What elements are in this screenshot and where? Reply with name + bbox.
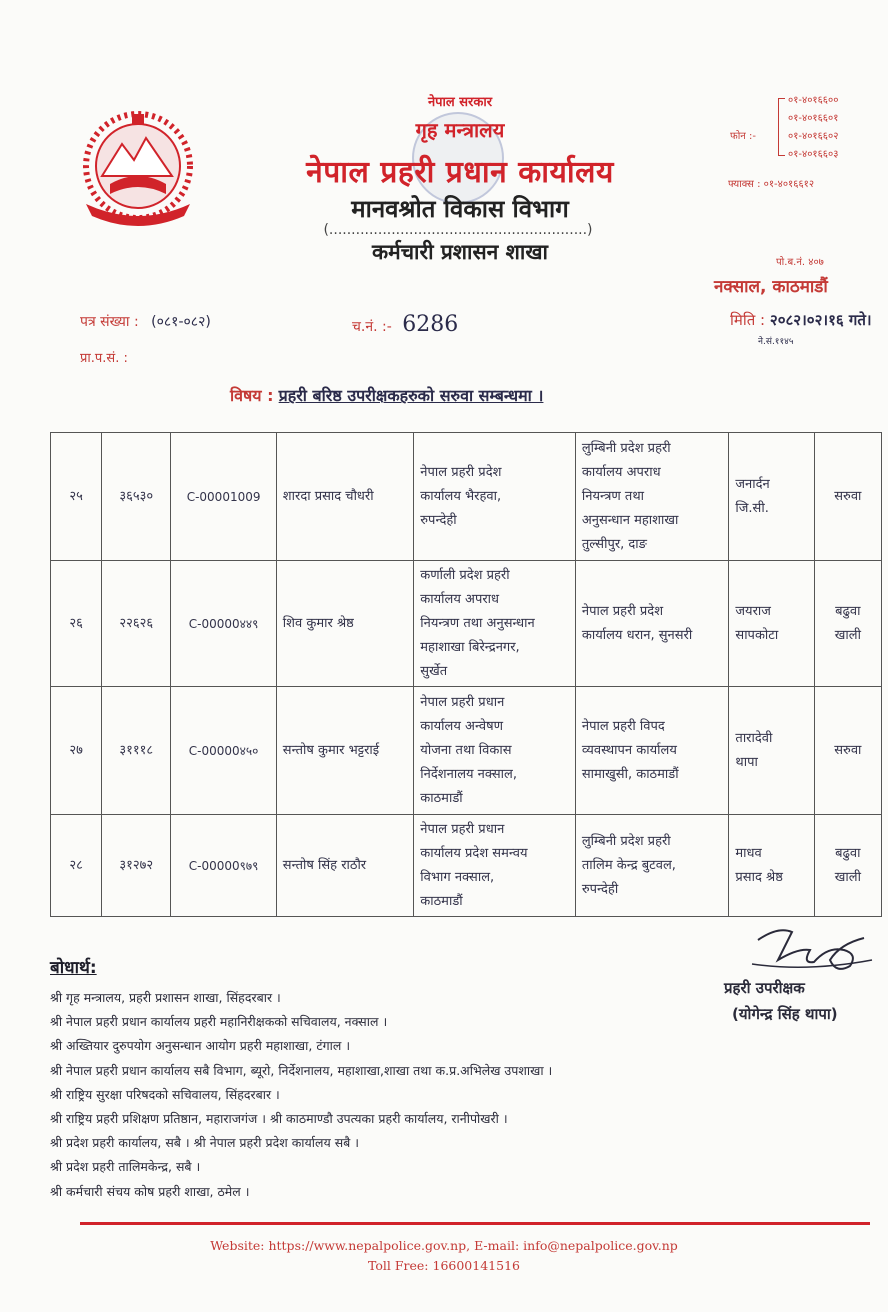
replacement-officer-line: जनार्दन — [735, 476, 770, 492]
date-label: मिति : — [730, 311, 766, 329]
phone-number: ०१-४०१६६०३ — [788, 149, 839, 160]
current-office-line: कार्यालय अपराध — [420, 591, 500, 607]
transfer-status-line: सरुवा — [834, 742, 862, 758]
cc-item: श्री राष्ट्रिय सुरक्षा परिषदको सचिवालय, सिंहदरबार । — [50, 1086, 280, 1102]
phone-number: ०१-४०१६६०० — [788, 95, 839, 106]
transfer-status — [814, 433, 881, 561]
transfer-status — [814, 561, 881, 687]
current-office-line: कार्यालय अन्वेषण — [420, 718, 503, 734]
current-office-line: सुर्खेत — [420, 663, 448, 679]
table-row — [51, 561, 882, 687]
current-office-line: कार्यालय भैरहवा, — [420, 488, 502, 504]
cc-item: श्री गृह मन्त्रालय, प्रहरी प्रशासन शाखा, सिंहदरबार । — [50, 990, 281, 1005]
cc-item: श्री प्रदेश प्रहरी तालिमकेन्द्र, सबै । — [50, 1159, 201, 1175]
nepal-emblem-icon — [72, 104, 204, 236]
current-office-line: नियन्त्रण तथा अनुसन्धान — [420, 615, 535, 631]
current-office-line: नेपाल प्रहरी प्रधान — [420, 694, 505, 710]
date-value: २०८२।०२।१६ गते। — [769, 311, 872, 329]
table-row — [51, 433, 882, 561]
current-office — [414, 815, 576, 917]
papa-number: प्रा.प.सं. : — [80, 351, 128, 366]
transfer-table — [50, 432, 882, 917]
current-office-line: महाशाखा बिरेन्द्रनगर, — [420, 639, 520, 655]
transfer-office-line: लुम्बिनी प्रदेश प्रहरी — [581, 833, 671, 849]
cc-item: श्री कर्मचारी संचय कोष प्रहरी शाखा, ठमेल । — [50, 1183, 250, 1199]
transfer-office-line: कार्यालय अपराध — [581, 464, 661, 480]
reference-label: पत्र संख्या : — [80, 314, 139, 330]
transfer-status-line: बढुवा — [835, 603, 861, 619]
dispatch-value: 6286 — [402, 312, 459, 337]
reference-value: (०८१-०८२) — [151, 314, 211, 330]
transfer-status — [814, 815, 881, 917]
transfer-office-line: रुपन्देही — [581, 881, 619, 897]
transfer-office-line: अनुसन्धान महाशाखा — [581, 512, 679, 528]
replacement-officer-line: तारादेवी — [735, 730, 773, 746]
current-office-line: विभाग नक्साल, — [420, 869, 495, 885]
subject-line — [230, 384, 543, 406]
current-office — [414, 561, 576, 687]
table-row — [51, 815, 882, 917]
employee-name: सन्तोष सिंह राठौर — [276, 815, 413, 917]
phone-number: ०१-४०१६६०१ — [788, 113, 839, 124]
phone-number: ०१-४०१६६०२ — [788, 131, 839, 142]
transfer-office-line: नियन्त्रण तथा — [581, 488, 644, 504]
current-office-line: काठमाडौं — [420, 893, 463, 909]
serial-number: २५ — [51, 433, 102, 561]
employee-id: २२६२६ — [102, 561, 171, 687]
transfer-office-line: व्यवस्थापन कार्यालय — [581, 742, 677, 758]
transfer-office — [575, 687, 729, 815]
po-box: पो.ब.नं. ४०७ — [776, 257, 824, 268]
current-office-line: नेपाल प्रहरी प्रदेश — [420, 464, 502, 480]
current-office — [414, 433, 576, 561]
serial-number: २६ — [51, 561, 102, 687]
office-name: नेपाल प्रहरी प्रधान कार्यालय — [306, 155, 614, 190]
signatory-title: प्रहरी उपरीक्षक — [724, 979, 805, 997]
transfer-office-line: लुम्बिनी प्रदेश प्रहरी — [581, 440, 671, 456]
cc-item: श्री नेपाल प्रहरी प्रधान कार्यालय सबै विभाग, ब्यूरो, निर्देशनालय, महाशाखा,शाखा तथा क.प्र.अभिलेख उपशाखा । — [50, 1062, 553, 1078]
transfer-status-line: बढुवा — [835, 845, 861, 861]
transfer-office — [575, 433, 729, 561]
employee-code: C-00000४५० — [171, 687, 276, 815]
current-office-line: योजना तथा विकास — [420, 742, 512, 758]
ministry-name: गृह मन्त्रालय — [415, 118, 505, 142]
employee-id: ३१२७२ — [102, 815, 171, 917]
replacement-officer-line: थापा — [735, 754, 758, 770]
current-office-line: नेपाल प्रहरी प्रधान — [420, 821, 505, 837]
replacement-officer — [729, 561, 814, 687]
transfer-office-line: तालिम केन्द्र बुटवल, — [581, 857, 676, 873]
fax-number: फ्याक्स : ०१-४०१६६१२ — [728, 179, 815, 190]
serial-number: २८ — [51, 815, 102, 917]
signature-icon — [748, 920, 876, 978]
cc-title: बोधार्थ: — [50, 958, 97, 978]
dispatch-number — [352, 312, 458, 337]
transfer-status-line: खाली — [834, 627, 861, 643]
transfer-office-line: नेपाल प्रहरी विपद — [581, 718, 665, 734]
phone-numbers — [730, 92, 880, 168]
employee-id: ३६५३० — [102, 433, 171, 561]
employee-code: C-00001009 — [171, 433, 276, 561]
cc-item: श्री राष्ट्रिय प्रहरी प्रशिक्षण प्रतिष्ठान, महाराजगंज । श्री काठमाण्डौ उपत्यका प्रहरी कार्यालय, रानीपोखरी । — [50, 1111, 508, 1127]
phone-label: फोन :- — [730, 131, 757, 142]
current-office-line: कार्यालय प्रदेश समन्वय — [420, 845, 528, 861]
current-office-line: कर्णाली प्रदेश प्रहरी — [420, 567, 510, 583]
footer-contact: Website: https://www.nepalpolice.gov.np, E-mail: info@nepalpolice.gov.np — [210, 1238, 678, 1253]
footer-tollfree: Toll Free: 16600141516 — [368, 1258, 520, 1273]
transfer-office-line: कार्यालय धरान, सुनसरी — [581, 627, 693, 643]
department-name: मानवश्रोत विकास विभाग — [351, 195, 569, 223]
transfer-office-line: तुल्सीपुर, दाङ — [581, 536, 647, 552]
replacement-officer — [729, 433, 814, 561]
replacement-officer-line: सापकोटा — [735, 627, 779, 643]
signatory-name: (योगेन्द्र सिंह थापा) — [732, 1005, 838, 1023]
replacement-officer-line: माधव — [735, 845, 762, 861]
subject-text: प्रहरी बरिष्ठ उपरीक्षकहरुको सरुवा सम्बन्धमा । — [278, 386, 544, 405]
footer-divider — [80, 1222, 870, 1225]
dotted-line: (..........................................................) — [323, 222, 593, 238]
transfer-office — [575, 561, 729, 687]
employee-code: C-00000९७९ — [171, 815, 276, 917]
office-address: नक्साल, काठमाडौं — [714, 277, 828, 297]
employee-code: C-00000४४९ — [171, 561, 276, 687]
dispatch-label: च.नं. :- — [352, 319, 392, 335]
table-row — [51, 687, 882, 815]
replacement-officer — [729, 815, 814, 917]
cc-item: श्री अख्तियार दुरुपयोग अनुसन्धान आयोग प्रहरी महाशाखा, टंगाल । — [50, 1038, 351, 1054]
replacement-officer — [729, 687, 814, 815]
employee-name: शारदा प्रसाद चौधरी — [276, 433, 413, 561]
transfer-office-line: नेपाल प्रहरी प्रदेश — [581, 603, 664, 619]
current-office-line: निर्देशनालय नक्साल, — [420, 766, 517, 782]
employee-id: ३१११८ — [102, 687, 171, 815]
cc-item: श्री नेपाल प्रहरी प्रधान कार्यालय प्रहरी महानिरीक्षकको सचिवालय, नक्साल । — [50, 1014, 388, 1030]
reference-number — [80, 312, 211, 331]
cc-list — [50, 986, 552, 1204]
subject-label: विषय : — [230, 386, 274, 405]
transfer-office-line: सामाखुसी, काठमाडौं — [581, 766, 679, 782]
current-office-line: काठमाडौं — [420, 790, 463, 806]
cc-item: श्री प्रदेश प्रहरी कार्यालय, सबै । श्री नेपाल प्रहरी प्रदेश कार्यालय सबै । — [50, 1135, 360, 1151]
replacement-officer-line: प्रसाद श्रेष्ठ — [735, 869, 783, 885]
branch-name: कर्मचारी प्रशासन शाखा — [372, 240, 548, 264]
letter-date — [730, 310, 872, 330]
employee-name: शिव कुमार श्रेष्ठ — [276, 561, 413, 687]
current-office-line: रुपन्देही — [420, 512, 457, 528]
current-office — [414, 687, 576, 815]
transfer-status-line: सरुवा — [834, 488, 862, 504]
serial-number: २७ — [51, 687, 102, 815]
employee-name: सन्तोष कुमार भट्टराई — [276, 687, 413, 815]
transfer-status — [814, 687, 881, 815]
replacement-officer-line: जयराज — [735, 603, 771, 619]
transfer-status-line: खाली — [834, 869, 861, 885]
government-name: नेपाल सरकार — [427, 95, 493, 110]
replacement-officer-line: जि.सी. — [735, 500, 769, 516]
nepal-sambat-date: ने.सं.११४५ — [758, 337, 794, 347]
transfer-office — [575, 815, 729, 917]
